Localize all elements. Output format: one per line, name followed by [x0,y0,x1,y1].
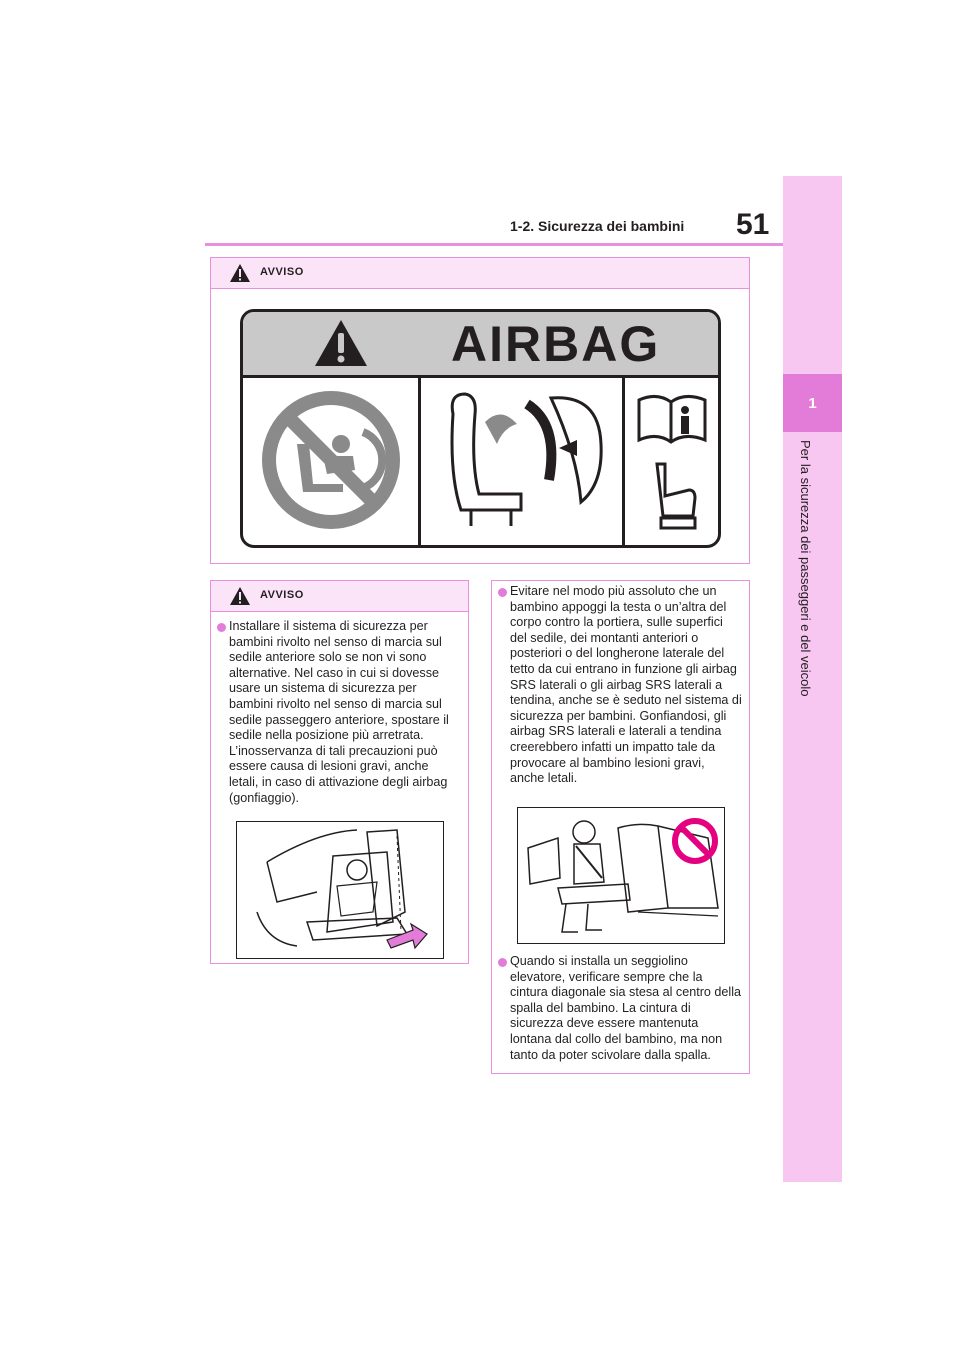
section-title: 1-2. Sicurezza dei bambini [510,218,685,234]
warning-title: AVVISO [260,266,304,278]
warning-text: Installare il sistema di sicurezza per bambini rivolto nel senso di marcia sul sedile anteriore solo se non vi sono alternative. Nel caso in cui si dovesse usare un sistema di sicurezza per bambini rivolto nel senso di marcia sul sedile passeggero anteriore, spostare il sedile nella posizione più arretrata. L’inosservanza di tali precauzioni può essere causa di lesioni gravi, anche letali, in caso di attivazione degli airbag (gonfiaggio). [229,619,449,805]
warning-header [211,581,468,612]
exclamation-triangle-icon [313,318,369,368]
no-child-seat-icon [257,384,405,536]
chapter-tab[interactable]: 1 [783,374,842,432]
bullet-icon [217,623,226,632]
warning-header [211,258,749,289]
warning-triangle-icon [229,586,251,606]
warning-text: Quando si installa un seggiolino elevatore, verificare sempre che la cintura diagonale sia stesa al centro della spalla del bambino. La cintura di sicurezza deve essere mantenuta lontana dal collo del bambino, ma non tanto da poter scivolare dalla spalla. [510,954,742,1062]
panel-divider [418,375,421,545]
chapter-label: Per la sicurezza dei passeggeri e del veicolo [798,440,813,697]
warning-triangle-icon [229,263,251,283]
page-number: 51 [736,208,770,241]
warning-title: AVVISO [260,589,304,601]
airbag-warning-label [240,309,721,548]
bullet-icon [498,958,507,967]
seat-airbag-icon [431,384,611,534]
warning-box-airbag [210,257,750,564]
warning-text: Evitare nel modo più assoluto che un bambino appoggi la testa o un’altra del corpo contro la portiera, sulle superfici del sedile, dei montanti anteriori o posteriori o del longherone laterale del tetto da cui entrano in funzione gli airbag SRS laterali o gli airbag SRS laterali a tendina, anche se è seduto nel sistema di sicurezza per bambini. Gonfiandosi, gli airbag SRS laterali e laterali a tendina creerebbero infatti un impatto tale da provocare al bambino lesioni gravi, anche letali. [510,584,742,786]
warning-box-side-airbag [491,580,750,1074]
prohibition-icon [670,816,720,866]
bullet-icon [498,588,507,597]
child-seat-front-drawing [237,822,443,958]
airbag-label-text: AIRBAG [451,316,661,372]
airbag-label-header [243,312,718,378]
warning-box-forward-seat [210,580,469,964]
read-manual-icon [633,386,713,536]
illustration-booster-seat [517,807,725,944]
panel-divider [622,375,625,545]
illustration-child-seat-front [236,821,444,959]
header-rule [205,243,785,246]
